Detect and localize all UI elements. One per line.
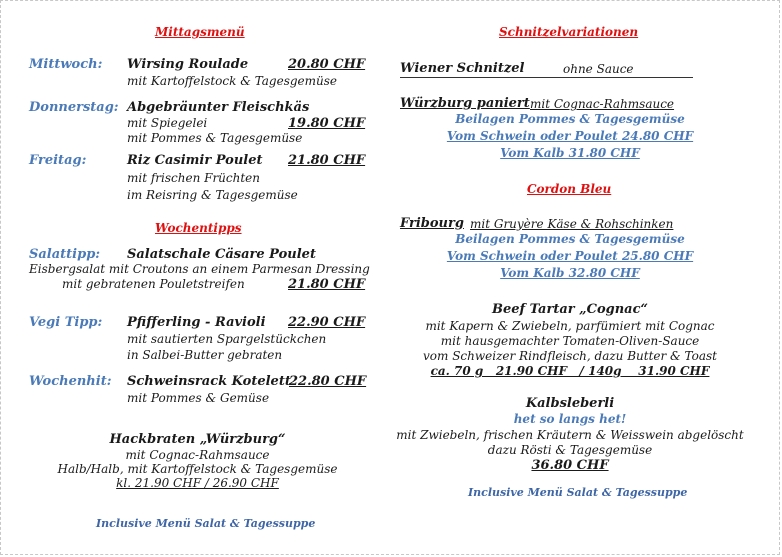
kalbsleberli-subtitle: het so langs het! [513, 412, 627, 426]
kalbsleberli-desc-2: dazu Rösti & Tagesgemüse [487, 443, 653, 457]
desc-salat-1: Eisbergsalat mit Croutons an einem Parmesan Dressing [29, 262, 370, 276]
day-label-mittwoch: Mittwoch: [29, 57, 103, 72]
desc-vegi-2: in Salbei-Butter gebraten [127, 348, 283, 362]
price-freitag: 21.80 CHF [288, 153, 366, 168]
dish-salat: Salatschale Cäsare Poulet [127, 247, 316, 262]
dish-wochenhit: Schweinsrack Kotelett [127, 374, 291, 389]
desc-vegi-1: mit sautierten Spargelstückchen [127, 332, 327, 346]
mittagsmenu-heading: Mittagsmenü [155, 25, 245, 39]
tartar-desc-2: mit hausgemachter Tomaten-Oliven-Sauce [440, 334, 700, 348]
fribourg-price-kalb: Vom Kalb 32.80 CHF [500, 266, 640, 280]
price-mittwoch: 20.80 CHF [288, 57, 366, 72]
dish-mittwoch: Wirsing Roulade [127, 57, 249, 72]
hackbraten-desc-1: mit Cognac-Rahmsauce [125, 448, 270, 462]
dish-wiener: Wiener Schnitzel [400, 61, 525, 76]
tartar-price: ca. 70 g 21.90 CHF / 140g 31.90 CHF [430, 364, 710, 378]
desc-wuerzburg: mit Cognac-Rahmsauce [530, 97, 675, 111]
tartar-desc-1: mit Kapern & Zwiebeln, parfümiert mit Cognac [425, 319, 715, 333]
kalbsleberli-block [390, 396, 750, 473]
kalbsleberli-price: 36.80 CHF [531, 458, 609, 473]
fribourg-sides: Beilagen Pommes & Tagesgemüse [455, 232, 685, 246]
wuerzburg-sides: Beilagen Pommes & Tagesgemüse [455, 112, 685, 126]
dish-fribourg: Fribourg [400, 216, 464, 231]
label-vegi: Vegi Tipp: [29, 315, 103, 330]
label-salattipp: Salattipp: [29, 247, 101, 262]
price-donnerstag: 19.80 CHF [288, 116, 366, 131]
day-label-donnerstag: Donnerstag: [29, 100, 119, 115]
price-salat: 21.80 CHF [288, 277, 366, 292]
dish-freitag: Riz Casimir Poulet [127, 153, 263, 168]
price-vegi: 22.90 CHF [288, 315, 366, 330]
wuerzburg-price-schwein: Vom Schwein oder Poulet 24.80 CHF [446, 129, 694, 143]
desc-freitag-1: mit frischen Früchten [127, 171, 261, 185]
kalbsleberli-title: Kalbsleberli [525, 396, 615, 411]
desc-fribourg: mit Gruyère Käse & Rohschinken [470, 217, 674, 231]
desc-donnerstag-2: mit Pommes & Tagesgemüse [127, 131, 303, 145]
price-wochenhit: 22.80 CHF [289, 374, 367, 389]
kalbsleberli-desc-1: mit Zwiebeln, frischen Kräutern & Weisswein abgelöscht [396, 428, 744, 442]
dish-wuerzburg: Würzburg paniert [400, 96, 530, 111]
wuerzburg-price-kalb: Vom Kalb 31.80 CHF [500, 146, 640, 160]
desc-freitag-2: im Reisring & Tagesgemüse [127, 188, 298, 202]
tartar-title: Beef Tartar „Cognac“ [491, 302, 648, 317]
dish-vegi: Pfifferling - Ravioli [127, 315, 266, 330]
wiener-row [400, 61, 693, 78]
wuerzburg-prices [390, 112, 750, 160]
day-label-freitag: Freitag: [29, 153, 87, 168]
fribourg-price-schwein: Vom Schwein oder Poulet 25.80 CHF [446, 249, 694, 263]
desc-salat-2: mit gebratenen Pouletstreifen [62, 277, 245, 291]
desc-donnerstag-1: mit Spiegelei [127, 116, 208, 130]
wochentipps-heading: Wochentipps [155, 221, 242, 235]
footer-left: Inclusive Menü Salat & Tagessuppe [96, 517, 316, 530]
desc-wochenhit: mit Pommes & Gemüse [127, 391, 270, 405]
hackbraten-price: kl. 21.90 CHF / 26.90 CHF [116, 476, 279, 490]
hackbraten-desc-2: Halb/Halb, mit Kartoffelstock & Tagesgemüse [57, 462, 338, 476]
hackbraten-title: Hackbraten „Würzburg“ [109, 432, 286, 447]
cordon-heading: Cordon Bleu [527, 182, 612, 196]
desc-mittwoch: mit Kartoffelstock & Tagesgemüse [127, 74, 338, 88]
hackbraten-block [10, 432, 385, 490]
schnitzel-heading: Schnitzelvariationen [499, 25, 639, 39]
tartar-block [390, 302, 750, 378]
desc-wiener: ohne Sauce [563, 62, 634, 76]
label-wochenhit: Wochenhit: [29, 374, 112, 389]
footer-right: Inclusive Menü Salat & Tagessuppe [468, 486, 688, 499]
fribourg-prices [390, 232, 750, 280]
dish-donnerstag: Abgebräunter Fleischkäs [127, 100, 310, 115]
tartar-desc-3: vom Schweizer Rindfleisch, dazu Butter & Toast [423, 349, 717, 363]
